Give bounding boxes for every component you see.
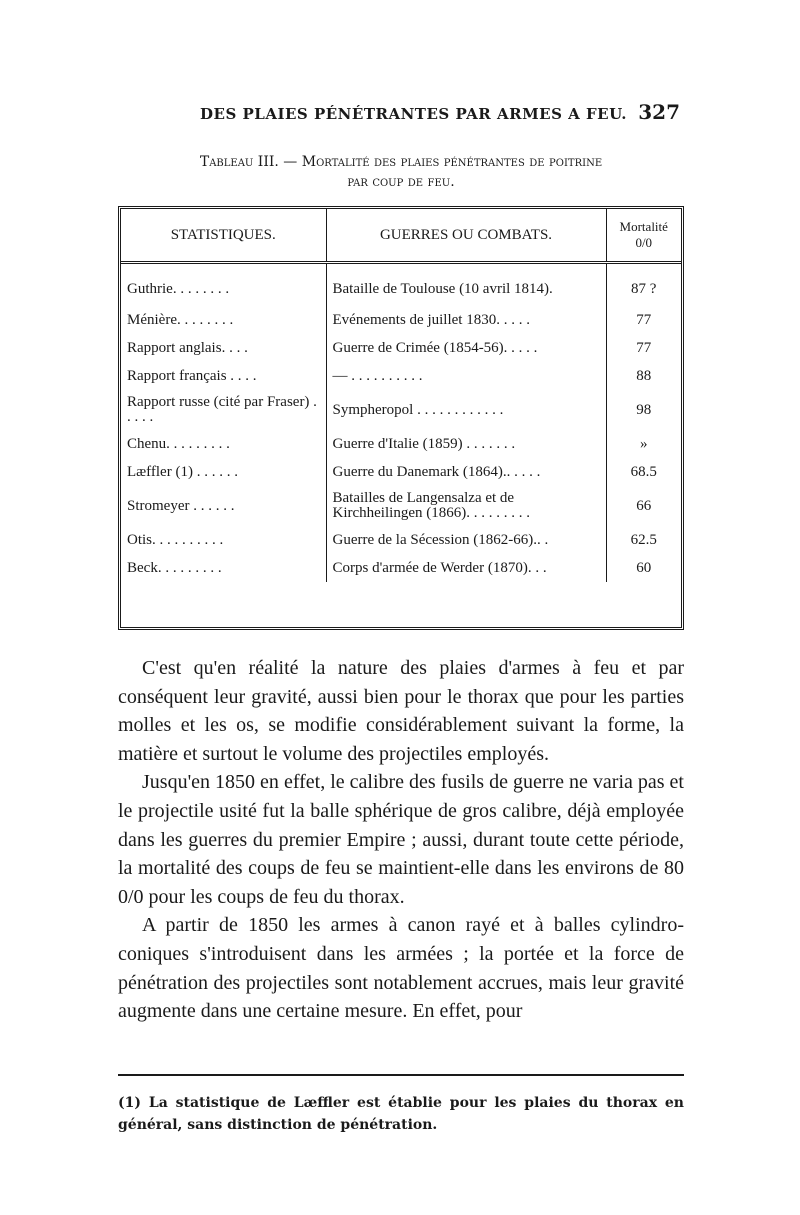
cell-mortalite: 77 [636,339,652,356]
cell-combat: Corps d'armée de Werder (1870). . . [326,554,606,582]
table-row [121,526,681,554]
cell-mortalite: 88 [636,367,652,384]
table-header-row [121,209,681,263]
cell-combat: Sympheropol . . . . . . . . . . . . [326,390,606,430]
cell-combat: Guerre d'Italie (1859) . . . . . . . [326,430,606,458]
header-mortalite-unit: 0/0 [635,235,653,250]
running-title: DES PLAIES PÉNÉTRANTES PAR ARMES A FEU. [200,105,628,123]
header-mortalite-label: Mortalité [619,219,668,234]
cell-combat: Bataille de Toulouse (10 avril 1814). [326,263,606,307]
table-caption-line-1: Tableau III. — Mortalité des plaies pénétrantes de poitrine [199,154,603,170]
footnote: (1) La statistique de Læffler est établie pour les plaies du thorax en général, sans distinction de pénétration. [118,1095,684,1133]
cell-mortalite: 60 [636,559,652,576]
cell-mortalite: 68.5 [630,463,657,480]
table-row [121,486,681,526]
mortality-table [121,209,681,582]
table-row [121,334,681,362]
cell-combat: — . . . . . . . . . . [326,362,606,390]
cell-statistique: Ménière. . . . . . . . [121,306,326,334]
paragraph: C'est qu'en réalité la nature des plaies d'armes à feu et par conséquent leur gravité, aussi bien pour le thorax que pour les parties molles et les os, se modifie considérablement suivant la forme, la matière et surtout le volume des projectiles employés. [118,657,684,765]
cell-statistique: Rapport anglais. . . . [121,334,326,362]
body-text [118,654,684,1026]
table-caption-line-2: par coup de feu. [347,174,455,190]
cell-statistique: Rapport russe (cité par Fraser) . . . . . [121,390,326,430]
paragraph: A partir de 1850 les armes à canon rayé et à balles cylindro-coniques s'introduisent dans les armées ; la portée et la force de pénétration des projectiles sont notablement accrues, mais leur gravité augmente dans une certaine mesure. En effet, pour [118,914,684,1023]
header-guerres: GUERRES OU COMBATS. [326,209,606,263]
cell-mortalite: 62.5 [630,531,657,548]
cell-statistique: Beck. . . . . . . . . [121,554,326,582]
cell-mortalite: » [640,435,648,452]
cell-mortalite: 77 [636,311,652,328]
cell-combat: Guerre du Danemark (1864).. . . . . [326,458,606,486]
table-row [121,390,681,430]
cell-combat: Evénements de juillet 1830. . . . . [326,306,606,334]
table-row [121,263,681,307]
cell-combat: Guerre de Crimée (1854-56). . . . . [326,334,606,362]
table-row [121,430,681,458]
paragraph: Jusqu'en 1850 en effet, le calibre des fusils de guerre ne varia pas et le projectile usité fut la balle sphérique de gros calibre, déjà employée dans les guerres du premier Empire ; aussi, durant toute cette période, la mortalité des coups de feu se maintient-elle dans les environs de 80 0/0 pour les coups de feu du thorax. [118,771,684,908]
table-row [121,554,681,582]
cell-combat: Guerre de la Sécession (1862-66).. . [326,526,606,554]
header-statistiques: STATISTIQUES. [121,209,326,263]
table-caption [118,152,684,192]
page-number: 327 [638,100,680,124]
cell-combat: Batailles de Langensalza et de Kirchheilingen (1866). . . . . . . . . [326,486,606,526]
cell-statistique: Rapport français . . . . [121,362,326,390]
running-head [200,100,680,130]
mortality-table-frame [118,206,684,630]
cell-mortalite: 87 ? [631,280,657,297]
cell-statistique: Chenu. . . . . . . . . [121,430,326,458]
table-row [121,306,681,334]
header-mortalite [606,209,681,263]
cell-statistique: Guthrie. . . . . . . . [121,263,326,307]
cell-statistique: Otis. . . . . . . . . . [121,526,326,554]
table-row [121,458,681,486]
footnote-rule [118,1074,684,1076]
cell-statistique: Stromeyer . . . . . . [121,486,326,526]
table-row [121,362,681,390]
cell-mortalite: 98 [636,401,652,418]
cell-mortalite: 66 [636,497,652,514]
cell-statistique: Læffler (1) . . . . . . [121,458,326,486]
